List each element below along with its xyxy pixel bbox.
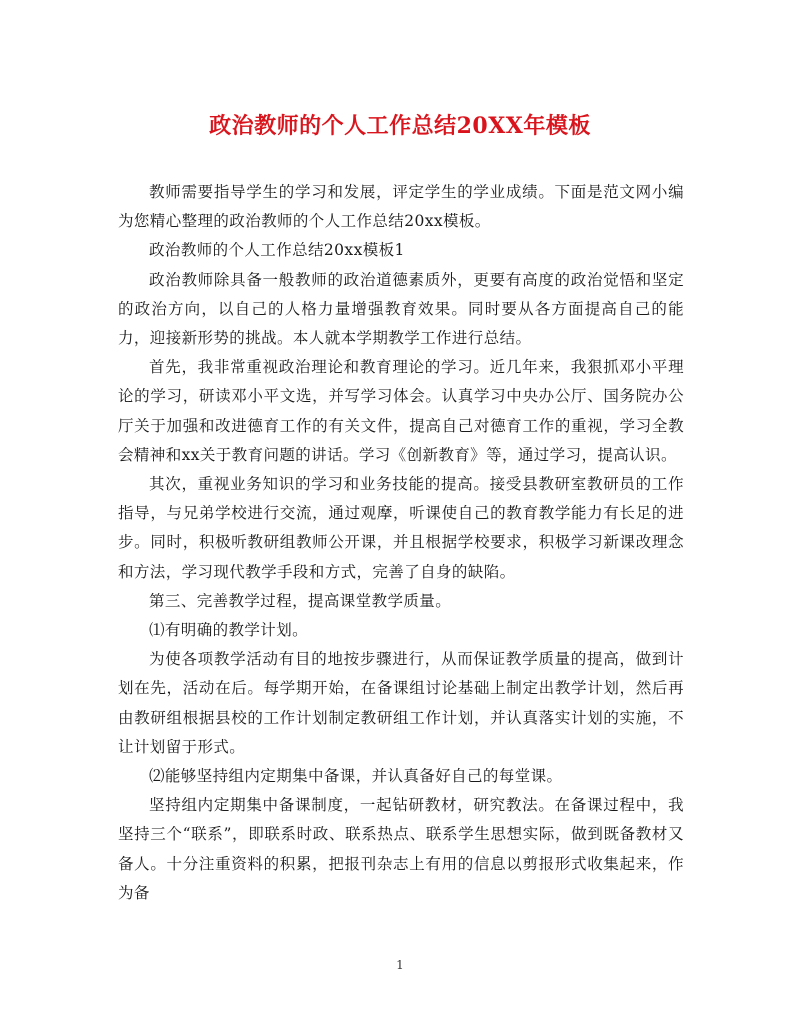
paragraph-subheading: 政治教师的个人工作总结20xx模板1: [149, 241, 405, 260]
document-body: [118, 178, 684, 908]
paragraph-body: 为使各项教学活动有目的地按步骤进行，从而保证教学质量的提高，做到计划在先，活动在后。每学期开始，在备课组讨论基础上制定出教学计划，然后再由教研组根据县校的工作计划制定教研组工作计划，并认真落实计划的实施，不让计划留于形式。: [118, 650, 684, 756]
paragraph-body: 坚持组内定期集中备课制度，一起钻研教材，研究教法。在备课过程中，我坚持三个“联系”，即联系时政、联系热点、联系学生思想实际，做到既备教材又备人。十分注重资料的积累，把报刊杂志上有用的信息以剪报形式收集起来，作为备: [118, 796, 684, 902]
paragraph-body: 政治教师除具备一般教师的政治道德素质外，更要有高度的政治觉悟和坚定的政治方向，以自己的人格力量增强教育效果。同时要从各方面提高自己的能力，迎接新形势的挑战。本人就本学期教学工作进行总结。: [118, 270, 684, 348]
page-title: 政治教师的个人工作总结20XX年模板: [209, 113, 591, 139]
paragraph-intro: 教师需要指导学生的学习和发展，评定学生的学业成绩。下面是范文网小编为您精心整理的政治教师的个人工作总结20xx模板。: [118, 183, 684, 231]
paragraph-list-item: ⑴有明确的教学计划。: [149, 621, 309, 640]
page-number: 1: [396, 958, 404, 972]
paragraph-body: 首先，我非常重视政治理论和教育理论的学习。近几年来，我狠抓邓小平理论的学习，研读邓小平文选，并写学习体会。认真学习中央办公厅、国务院办公厅关于加强和改进德育工作的有关文件，提高自己对德育工作的重视，学习全教会精神和xx关于教育问题的讲话。学习《创新教育》等，通过学习，提高认识。: [118, 358, 684, 464]
paragraph-section-heading: 第三、完善教学过程，提高课堂教学质量。: [149, 591, 452, 610]
paragraph-list-item: ⑵能够坚持组内定期集中备课，并认真备好自己的每堂课。: [149, 767, 563, 786]
paragraph-body: 其次，重视业务知识的学习和业务技能的提高。接受县教研室教研员的工作指导，与兄弟学校进行交流，通过观摩，听课使自己的教育教学能力有长足的进步。同时，积极听教研组教师公开课，并且根据学校要求，积极学习新课改理念和方法，学习现代教学手段和方式，完善了自身的缺陷。: [118, 475, 684, 581]
